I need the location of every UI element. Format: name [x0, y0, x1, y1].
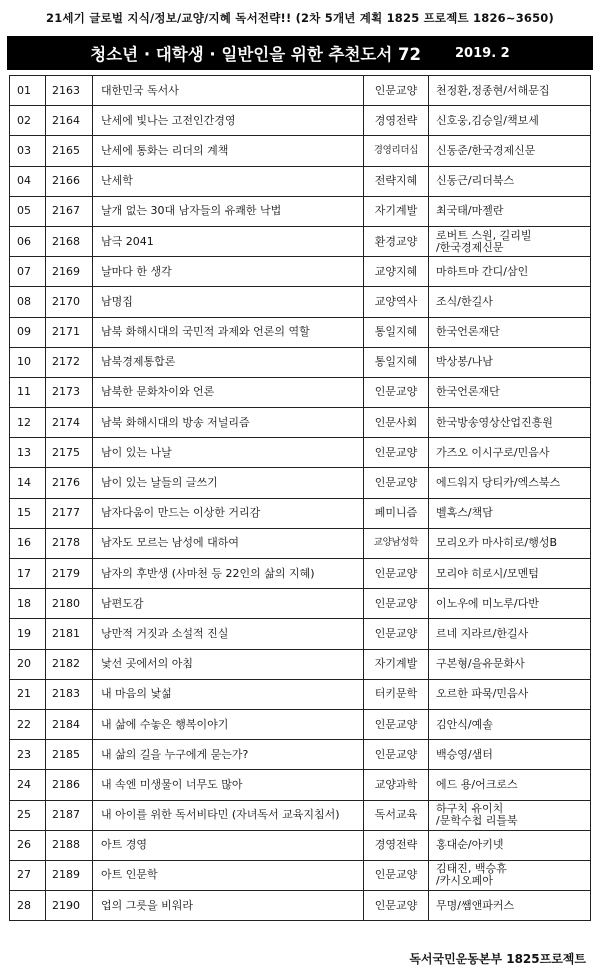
- row-number: 20: [10, 649, 46, 679]
- book-category: 인문교양: [364, 891, 429, 921]
- book-id: 2189: [46, 860, 93, 890]
- book-category: 터키문학: [364, 679, 429, 709]
- book-row: [10, 860, 591, 890]
- book-title: 남자의 후반생 (사마천 등 22인의 삶의 지혜): [93, 559, 364, 589]
- row-number: 12: [10, 408, 46, 438]
- book-title: 날개 없는 30대 남자들의 유쾌한 낙법: [93, 196, 364, 226]
- row-number: 28: [10, 891, 46, 921]
- book-title: 남북 화해시대의 방송 저널리즘: [93, 408, 364, 438]
- row-number: 04: [10, 166, 46, 196]
- book-title: 낭만적 거짓과 소설적 진실: [93, 619, 364, 649]
- book-category: 교양남성학: [364, 528, 429, 558]
- author-publisher-line: 박상봉/나남: [436, 355, 493, 369]
- book-id: 2187: [46, 800, 93, 830]
- book-title: 남북 화해시대의 국민적 과제와 언론의 역할: [93, 317, 364, 347]
- book-id: 2186: [46, 770, 93, 800]
- book-id: 2175: [46, 438, 93, 468]
- book-row: [10, 166, 591, 196]
- row-number: 02: [10, 106, 46, 136]
- book-id: 2176: [46, 468, 93, 498]
- book-row: [10, 257, 591, 287]
- book-category: 경영리더십: [364, 136, 429, 166]
- row-number: 06: [10, 226, 46, 256]
- book-id: 2178: [46, 528, 93, 558]
- author-publisher-line: 신동준/한국경제신문: [436, 143, 536, 157]
- book-id: 2179: [46, 559, 93, 589]
- book-id: 2180: [46, 589, 93, 619]
- row-number: 14: [10, 468, 46, 498]
- book-author-publisher: [429, 196, 591, 226]
- title-banner: [7, 36, 593, 70]
- author-publisher-line: 홍대순/아키넷: [436, 838, 504, 852]
- book-row: [10, 438, 591, 468]
- author-publisher-line: 모리오카 마사히로/행성B: [436, 536, 558, 550]
- book-category: 통일지혜: [364, 317, 429, 347]
- book-title: 낯선 곳에서의 아침: [93, 649, 364, 679]
- row-number: 13: [10, 438, 46, 468]
- book-category: 통일지혜: [364, 347, 429, 377]
- book-author-publisher: [429, 709, 591, 739]
- book-id: 2172: [46, 347, 93, 377]
- row-number: 07: [10, 257, 46, 287]
- book-row: [10, 196, 591, 226]
- book-author-publisher: [429, 226, 591, 256]
- book-author-publisher: [429, 679, 591, 709]
- book-row: [10, 377, 591, 407]
- book-row: [10, 468, 591, 498]
- book-row: [10, 589, 591, 619]
- book-author-publisher: [429, 438, 591, 468]
- row-number: 03: [10, 136, 46, 166]
- book-category: 인문교양: [364, 619, 429, 649]
- book-category: 인문사회: [364, 408, 429, 438]
- book-category: 독서교육: [364, 800, 429, 830]
- book-author-publisher: [429, 257, 591, 287]
- author-publisher-line: 벨혹스/책담: [436, 506, 493, 520]
- book-title: 남북한 문화차이와 언론: [93, 377, 364, 407]
- book-title: 내 삶에 수놓은 행복이야기: [93, 709, 364, 739]
- book-title: 남이 있는 나날: [93, 438, 364, 468]
- book-id: 2168: [46, 226, 93, 256]
- author-publisher-line: 조식/한길사: [436, 294, 493, 308]
- book-author-publisher: [429, 347, 591, 377]
- book-category: 전략지혜: [364, 166, 429, 196]
- book-category: 인문교양: [364, 559, 429, 589]
- author-publisher-line: 한국언론재단: [436, 385, 500, 399]
- book-author-publisher: [429, 891, 591, 921]
- book-id: 2173: [46, 377, 93, 407]
- row-number: 09: [10, 317, 46, 347]
- author-publisher-line: /한국경제신문: [436, 240, 504, 254]
- book-row: [10, 528, 591, 558]
- book-category: 인문교양: [364, 377, 429, 407]
- row-number: 18: [10, 589, 46, 619]
- book-title: 아트 경영: [93, 830, 364, 860]
- book-category: 인문교양: [364, 468, 429, 498]
- book-row: [10, 106, 591, 136]
- book-title: 남명집: [93, 287, 364, 317]
- book-id: 2170: [46, 287, 93, 317]
- author-publisher-line: 김안식/예솔: [436, 717, 493, 731]
- author-publisher-line: 이노우에 미노루/다반: [436, 596, 539, 610]
- book-author-publisher: [429, 649, 591, 679]
- book-category: 인문교양: [364, 589, 429, 619]
- book-author-publisher: [429, 136, 591, 166]
- book-author-publisher: [429, 408, 591, 438]
- book-author-publisher: [429, 830, 591, 860]
- book-author-publisher: [429, 287, 591, 317]
- book-id: 2177: [46, 498, 93, 528]
- book-category: 인문교양: [364, 860, 429, 890]
- book-category: 자기계발: [364, 196, 429, 226]
- row-number: 27: [10, 860, 46, 890]
- book-category: 교양역사: [364, 287, 429, 317]
- book-title: 내 아이를 위한 독서비타민 (자녀독서 교육지침서): [93, 800, 364, 830]
- book-title: 난세에 통화는 리더의 계책: [93, 136, 364, 166]
- book-title: 날마다 한 생각: [93, 257, 364, 287]
- book-category: 인문교양: [364, 438, 429, 468]
- author-publisher-line: 에드워지 당티카/엑스북스: [436, 476, 561, 490]
- author-publisher-line: 백승영/샘터: [436, 747, 493, 761]
- author-publisher-line: 한국언론재단: [436, 325, 500, 339]
- book-category: 인문교양: [364, 740, 429, 770]
- book-author-publisher: [429, 498, 591, 528]
- book-title: 대한민국 독서사: [93, 76, 364, 106]
- book-id: 2182: [46, 649, 93, 679]
- author-publisher-line: 르네 지라르/한길사: [436, 626, 529, 640]
- book-row: [10, 347, 591, 377]
- author-publisher-line: 한국방송영상산업진흥원: [436, 415, 553, 429]
- book-category: 경영전략: [364, 106, 429, 136]
- book-author-publisher: [429, 860, 591, 890]
- book-category: 자기계발: [364, 649, 429, 679]
- row-number: 22: [10, 709, 46, 739]
- row-number: 01: [10, 76, 46, 106]
- row-number: 25: [10, 800, 46, 830]
- book-id: 2184: [46, 709, 93, 739]
- book-id: 2183: [46, 679, 93, 709]
- book-id: 2167: [46, 196, 93, 226]
- book-id: 2169: [46, 257, 93, 287]
- book-title: 아트 인문학: [93, 860, 364, 890]
- author-publisher-line: 최국태/마젤란: [436, 204, 504, 218]
- book-id: 2163: [46, 76, 93, 106]
- author-publisher-line: /문학수첩 리틀북: [436, 814, 518, 828]
- book-id: 2164: [46, 106, 93, 136]
- author-publisher-line: 하구치 유이치: [436, 802, 504, 816]
- book-id: 2171: [46, 317, 93, 347]
- book-id: 2174: [46, 408, 93, 438]
- author-publisher-line: 모리야 히로시/모멘텀: [436, 566, 539, 580]
- book-author-publisher: [429, 528, 591, 558]
- book-author-publisher: [429, 619, 591, 649]
- book-row: [10, 408, 591, 438]
- book-title: 내 마음의 낯섦: [93, 679, 364, 709]
- book-row: [10, 287, 591, 317]
- book-row: [10, 76, 591, 106]
- row-number: 16: [10, 528, 46, 558]
- series-subtitle: 21세기 글로벌 지식/정보/교양/지혜 독서전략!! (2차 5개년 계획 1825 프로젝트 1826~3650): [46, 11, 554, 25]
- author-publisher-line: 김태진, 백승휴: [436, 862, 507, 876]
- page-title: 청소년 · 대학생 · 일반인을 위한 추천도서 72: [90, 45, 422, 64]
- book-title: 남북경제통합론: [93, 347, 364, 377]
- row-number: 17: [10, 559, 46, 589]
- book-id: 2188: [46, 830, 93, 860]
- book-title: 남편도감: [93, 589, 364, 619]
- book-row: [10, 740, 591, 770]
- book-category: 교양과학: [364, 770, 429, 800]
- book-list-table: [9, 75, 591, 921]
- book-category: 경영전략: [364, 830, 429, 860]
- book-row: [10, 619, 591, 649]
- book-author-publisher: [429, 76, 591, 106]
- book-row: [10, 709, 591, 739]
- book-author-publisher: [429, 317, 591, 347]
- book-author-publisher: [429, 800, 591, 830]
- book-category: 인문교양: [364, 709, 429, 739]
- row-number: 23: [10, 740, 46, 770]
- author-publisher-line: 오르한 파묵/민음사: [436, 687, 529, 701]
- row-number: 10: [10, 347, 46, 377]
- row-number: 08: [10, 287, 46, 317]
- author-publisher-line: 가즈오 이시구로/민음사: [436, 445, 550, 459]
- row-number: 24: [10, 770, 46, 800]
- book-title: 남이 있는 날들의 글쓰기: [93, 468, 364, 498]
- author-publisher-line: 신호웅,김승일/책보세: [436, 113, 539, 127]
- book-id: 2181: [46, 619, 93, 649]
- book-title: 남자다움이 만드는 이상한 거리감: [93, 498, 364, 528]
- book-category: 인문교양: [364, 76, 429, 106]
- book-author-publisher: [429, 589, 591, 619]
- book-row: [10, 800, 591, 830]
- author-publisher-line: 무명/쌤앤파커스: [436, 898, 515, 912]
- book-row: [10, 649, 591, 679]
- book-title: 내 속엔 미생물이 너무도 많아: [93, 770, 364, 800]
- book-row: [10, 498, 591, 528]
- book-category: 페미니즘: [364, 498, 429, 528]
- issue-date: 2019. 2: [455, 45, 510, 61]
- book-category: 교양지혜: [364, 257, 429, 287]
- book-row: [10, 317, 591, 347]
- book-row: [10, 136, 591, 166]
- book-row: [10, 891, 591, 921]
- book-author-publisher: [429, 770, 591, 800]
- book-row: [10, 559, 591, 589]
- book-title: 남극 2041: [93, 226, 364, 256]
- footer-credit: 독서국민운동본부 1825프로젝트: [409, 952, 586, 966]
- book-author-publisher: [429, 166, 591, 196]
- author-publisher-line: 천정환,정종현/서해문집: [436, 83, 550, 97]
- author-publisher-line: 로버트 스원, 길리빌: [436, 228, 532, 242]
- book-row: [10, 679, 591, 709]
- book-title: 남자도 모르는 남성에 대하여: [93, 528, 364, 558]
- book-row: [10, 226, 591, 256]
- row-number: 15: [10, 498, 46, 528]
- book-author-publisher: [429, 106, 591, 136]
- row-number: 21: [10, 679, 46, 709]
- author-publisher-line: 신동근/리더북스: [436, 174, 515, 188]
- row-number: 11: [10, 377, 46, 407]
- book-author-publisher: [429, 377, 591, 407]
- row-number: 26: [10, 830, 46, 860]
- book-id: 2166: [46, 166, 93, 196]
- author-publisher-line: 마하트마 간디/삼인: [436, 264, 529, 278]
- book-title: 업의 그릇을 비워라: [93, 891, 364, 921]
- book-row: [10, 770, 591, 800]
- book-title: 난세학: [93, 166, 364, 196]
- book-id: 2185: [46, 740, 93, 770]
- book-category: 환경교양: [364, 226, 429, 256]
- row-number: 05: [10, 196, 46, 226]
- book-author-publisher: [429, 740, 591, 770]
- book-author-publisher: [429, 559, 591, 589]
- book-id: 2165: [46, 136, 93, 166]
- row-number: 19: [10, 619, 46, 649]
- book-title: 내 삶의 길을 누구에게 묻는가?: [93, 740, 364, 770]
- author-publisher-line: 구본형/을유문화사: [436, 657, 525, 671]
- author-publisher-line: 에드 용/어크로스: [436, 777, 518, 791]
- book-author-publisher: [429, 468, 591, 498]
- book-id: 2190: [46, 891, 93, 921]
- book-row: [10, 830, 591, 860]
- author-publisher-line: /카시오페아: [436, 874, 493, 888]
- book-title: 난세에 빛나는 고전인간경영: [93, 106, 364, 136]
